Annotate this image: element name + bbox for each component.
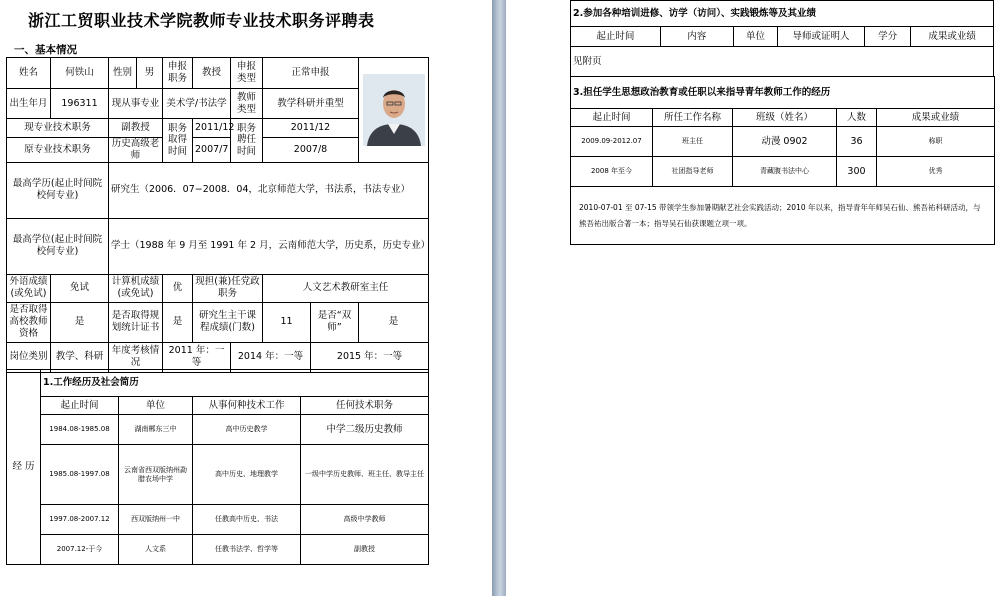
name-label: 姓名 (7, 58, 51, 89)
party-post-label: 现担(兼)任党政职务 (193, 274, 263, 302)
work-heading: 1.工作经历及社会简历 (41, 370, 429, 397)
table-row: 人文系 (119, 535, 193, 565)
gender-label: 性别 (109, 58, 137, 89)
annual-review-label: 年度考核情况 (109, 342, 163, 372)
orig-title-label: 原专业技术职务 (7, 138, 109, 163)
table-row: 西双版纳州一中 (119, 505, 193, 535)
apply-value: 教授 (193, 58, 231, 89)
table-row: 任教高中历史、书法 (193, 505, 301, 535)
table-row: 任教书法学、哲学等 (193, 535, 301, 565)
obtain-time-value: 2011/12 (193, 119, 231, 138)
current-title-value: 副教授 (109, 119, 163, 138)
portrait-icon (363, 74, 425, 146)
hire-time-value: 2011/12 (263, 119, 359, 138)
training-header-mentor: 导师或证明人 (777, 27, 864, 47)
table-row: 1985.08-1997.08 (41, 445, 119, 505)
training-heading: 2.参加各种培训进修、访学（访问）、实践锻炼等及其业绩 (571, 1, 994, 27)
birth-label: 出生年月 (7, 89, 51, 119)
table-row: 湖南郴东三中 (119, 415, 193, 445)
table-row: 中学二级历史教师 (301, 415, 429, 445)
major-label: 现从事专业 (109, 89, 163, 119)
party-post-value: 人文艺术教研室主任 (263, 274, 429, 302)
training-header-unit: 单位 (734, 27, 778, 47)
table-row: 高级中学教师 (301, 505, 429, 535)
section-basic-info: 一、基本情况 (14, 44, 77, 56)
course-label: 研究生主干课程成绩(门数) (193, 302, 263, 342)
work-history-table (6, 369, 429, 565)
obtain-time-value-2: 2007/7 (193, 138, 231, 163)
table-row: 班主任 (653, 127, 733, 157)
review-2011: 2011 年：一等 (163, 342, 231, 372)
obtain-time-label: 职务取得时间 (163, 119, 193, 163)
apply-label: 申报职务 (163, 58, 193, 89)
training-header-content: 内容 (660, 27, 734, 47)
table-row: 高中历史、地理教学 (193, 445, 301, 505)
course-value: 11 (263, 302, 311, 342)
work-header-title: 任何技术职务 (301, 397, 429, 415)
table-row: 动漫 0902 (733, 127, 837, 157)
table-row: 高中历史教学 (193, 415, 301, 445)
table-row: 称职 (877, 127, 995, 157)
page-gutter (492, 0, 506, 596)
table-row: 2007.12-于今 (41, 535, 119, 565)
guidance-note: 2010-07-01 至 07-15 带领学生参加暑期献艺社会实践活动；2010 年以来，指导青年年师吴石仙、熊吾祐科研活动，与熊吾祐出版合著一本；指导吴石仙获课题立项一项。 (571, 187, 995, 245)
major-value: 美术学/书法学 (163, 89, 231, 119)
guidance-header-job: 所任工作名称 (653, 109, 733, 127)
orig-title-value: 历史高级老师 (109, 138, 163, 163)
review-2014: 2014 年：一等 (231, 342, 311, 372)
training-header-result: 成果或业绩 (911, 27, 994, 47)
work-header-unit: 单位 (119, 397, 193, 415)
teacher-qual-label: 是否取得高校教师资格 (7, 302, 51, 342)
table-row: 一级中学历史教师、班主任、教导主任 (301, 445, 429, 505)
table-row: 36 (837, 127, 877, 157)
guidance-heading: 3.担任学生思想政治教育或任职以来指导青年教师工作的经历 (571, 77, 995, 109)
stat-cert-value: 是 (163, 302, 193, 342)
table-row: 1997.08-2007.12 (41, 505, 119, 535)
training-header-time: 起止时间 (571, 27, 661, 47)
current-title-label: 现专业技术职务 (7, 119, 109, 138)
table-row: 云南省西双版纳州勐腊农场中学 (119, 445, 193, 505)
table-row: 青藏腹书法中心 (733, 157, 837, 187)
education-value: 研究生（2006．07−2008．04，北京师范大学，书法系，书法专业） (109, 162, 429, 218)
position-label: 岗位类别 (7, 342, 51, 372)
basic-info-table (6, 57, 429, 373)
document-title: 浙江工贸职业技术学院教师专业技术职务评聘表 (28, 11, 375, 30)
hire-time-label: 职务聘任时间 (231, 119, 263, 163)
guidance-header-class: 班级（姓名） (733, 109, 837, 127)
table-row: 2009.09-2012.07 (571, 127, 653, 157)
guidance-header-count: 人数 (837, 109, 877, 127)
table-row: 2008 年至今 (571, 157, 653, 187)
apply-type-label: 申报类型 (231, 58, 263, 89)
teacher-qual-value: 是 (51, 302, 109, 342)
hire-time-value-2: 2007/8 (263, 138, 359, 163)
table-row: 300 (837, 157, 877, 187)
table-row: 副教授 (301, 535, 429, 565)
table-row: 优秀 (877, 157, 995, 187)
degree-label: 最高学位(起止时间院校何专业) (7, 218, 109, 274)
teacher-type-value: 教学科研并重型 (263, 89, 359, 119)
work-header-time: 起止时间 (41, 397, 119, 415)
training-table (570, 0, 994, 77)
dual-label: 是否“双师” (311, 302, 359, 342)
stat-cert-label: 是否取得规划统计证书 (109, 302, 163, 342)
language-value: 免试 (51, 274, 109, 302)
table-row: 1984.08-1985.08 (41, 415, 119, 445)
computer-value: 优 (163, 274, 193, 302)
review-2015: 2015 年：一等 (311, 342, 429, 372)
apply-type-value: 正常申报 (263, 58, 359, 89)
training-header-credit: 学分 (865, 27, 911, 47)
teacher-type-label: 教师类型 (231, 89, 263, 119)
table-row: 社团指导老师 (653, 157, 733, 187)
portrait-photo (363, 74, 425, 146)
training-note: 见附页 (571, 47, 994, 77)
page-right (506, 0, 1006, 596)
guidance-table (570, 76, 995, 245)
photo-cell (359, 58, 429, 163)
guidance-header-result: 成果或业绩 (877, 109, 995, 127)
degree-value: 学士（1988 年 9 月至 1991 年 2 月，云南师范大学，历史系，历史专业） (109, 218, 429, 274)
computer-label: 计算机成绩(或免试) (109, 274, 163, 302)
guidance-header-time: 起止时间 (571, 109, 653, 127)
position-value: 教学、科研 (51, 342, 109, 372)
dual-value: 是 (359, 302, 429, 342)
language-label: 外语成绩(或免试) (7, 274, 51, 302)
page-left (0, 0, 492, 596)
gender-value: 男 (137, 58, 163, 89)
name-value: 何铁山 (51, 58, 109, 89)
education-label: 最高学历(起止时间院校何专业) (7, 162, 109, 218)
birth-value: 196311 (51, 89, 109, 119)
work-side-label: 经 历 (7, 370, 41, 565)
work-header-tech: 从事何种技术工作 (193, 397, 301, 415)
